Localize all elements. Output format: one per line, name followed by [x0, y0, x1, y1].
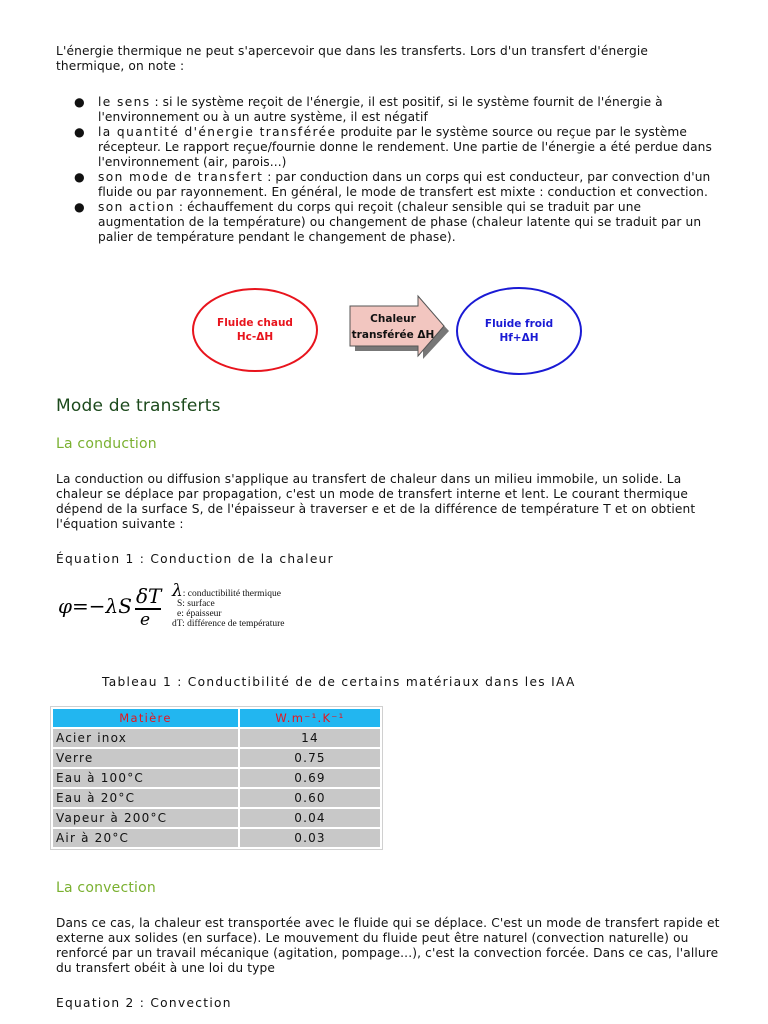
cold-fluid-label: Fluide froid	[484, 318, 554, 330]
material-cell: Eau à 100°C	[53, 769, 238, 787]
equation-denominator: e	[140, 610, 151, 630]
material-cell: Vapeur à 200°C	[53, 809, 238, 827]
equation-2-caption: Equation 2 : Convection	[56, 996, 232, 1010]
table-row	[53, 729, 380, 747]
legend-line-temperature: dT: différence de température	[172, 619, 285, 629]
arrow-label-line1: Chaleur	[370, 313, 416, 325]
bullet-text: par conduction dans un corps qui est conducteur, par convection d'un fluide ou par rayonnement. En général, le mode de transfert est mixte : conduction et convection.	[98, 170, 711, 199]
energy-transfer-bullet-list	[74, 95, 724, 245]
heat-arrow-label	[348, 311, 438, 343]
bullet-text: échauffement du corps qui reçoit (chaleur sensible qui se traduit par une augmentation de la température) ou changement de phase (chaleur latente qui se traduit par un palier de température pendant le changement de phase).	[98, 200, 702, 244]
list-item	[74, 170, 724, 200]
cold-fluid-ellipse	[456, 287, 582, 375]
value-cell: 0.69	[240, 769, 380, 787]
hot-fluid-ellipse	[192, 288, 318, 372]
legend-line-lambda: λ: conductibilité thermique	[172, 581, 281, 601]
equation-lhs: φ=−λS	[58, 594, 132, 618]
bullet-separator: :	[150, 95, 163, 109]
heat-transfer-diagram	[190, 286, 590, 376]
conductivity-table	[50, 706, 383, 850]
material-cell: Acier inox	[53, 729, 238, 747]
table-row	[53, 829, 380, 847]
table-header-row	[53, 709, 380, 727]
legend-line-surface: S: surface	[177, 599, 215, 609]
list-item	[74, 125, 724, 170]
conduction-equation	[58, 581, 318, 650]
bullet-dot-icon: ●	[74, 200, 85, 214]
conduction-title: La conduction	[56, 436, 157, 452]
bullet-separator: :	[174, 200, 188, 214]
material-cell: Verre	[53, 749, 238, 767]
table-1-caption: Tableau 1 : Conductibilité de de certains matériaux dans les IAA	[102, 675, 576, 689]
bullet-term: la quantité d'énergie transférée	[98, 125, 337, 139]
table-row	[53, 789, 380, 807]
convection-paragraph: Dans ce cas, la chaleur est transportée avec le fluide qui se déplace. C'est un mode de transfert rapide et externe aux solides (en surface). Le mouvement du fluide peut être naturel (convection naturelle) ou renforcé par un travail mécanique (agitation, pompage...), c'est la convection forcée. Dans ce cas, l'allure du transfert obéit à une loi du type	[56, 916, 720, 975]
equation-numerator: δT	[136, 584, 162, 608]
table-row	[53, 769, 380, 787]
value-cell: 0.60	[240, 789, 380, 807]
hot-fluid-label: Fluide chaud	[217, 317, 293, 329]
table-row	[53, 749, 380, 767]
list-item	[74, 200, 724, 245]
bullet-term: son mode de transfert	[98, 170, 264, 184]
value-cell: 0.04	[240, 809, 380, 827]
legend-line-thickness: e: épaisseur	[177, 609, 222, 619]
header-unit: W.m⁻¹.K⁻¹	[240, 709, 380, 727]
bullet-dot-icon: ●	[74, 95, 85, 109]
value-cell: 14	[240, 729, 380, 747]
bullet-text: si le système reçoit de l'énergie, il est positif, si le système fournit de l'énergie à l'environnement ou à un autre système, il est négatif	[98, 95, 663, 124]
convection-title: La convection	[56, 880, 156, 896]
material-cell: Eau à 20°C	[53, 789, 238, 807]
bullet-term: son action	[98, 200, 175, 214]
cold-fluid-enthalpy: Hf+ΔH	[499, 332, 539, 344]
hot-fluid-enthalpy: Hc-ΔH	[236, 331, 274, 343]
intro-paragraph: L'énergie thermique ne peut s'apercevoir que dans les transferts. Lors d'un transfert d'énergie thermique, on note :	[56, 44, 649, 73]
arrow-label-line2: transférée ΔH	[351, 329, 435, 341]
list-item	[74, 95, 724, 125]
section-title: Mode de transferts	[56, 396, 221, 416]
table-row	[53, 809, 380, 827]
bullet-separator: :	[263, 170, 276, 184]
header-material: Matière	[53, 709, 238, 727]
bullet-dot-icon: ●	[74, 125, 85, 139]
bullet-term: le sens	[98, 95, 151, 109]
bullet-dot-icon: ●	[74, 170, 85, 184]
conduction-paragraph: La conduction ou diffusion s'applique au transfert de chaleur dans un milieu immobile, un solide. La chaleur se déplace par propagation, c'est un mode de transfert interne et lent. Le courant thermique dépend de la surface S, de l'épaisseur à traverser e et de la différence de température T et on obtient l'équation suivante :	[56, 472, 696, 531]
material-cell: Air à 20°C	[53, 829, 238, 847]
equation-legend	[172, 581, 285, 629]
value-cell: 0.03	[240, 829, 380, 847]
equation-1-caption: Équation 1 : Conduction de la chaleur	[56, 552, 334, 566]
bullet-text: produite par le système source ou reçue par le système récepteur. Le rapport reçue/fournie donne le rendement. Une partie de l'énergie a été perdue dans l'environnement (air, parois...)	[98, 125, 712, 169]
value-cell: 0.75	[240, 749, 380, 767]
